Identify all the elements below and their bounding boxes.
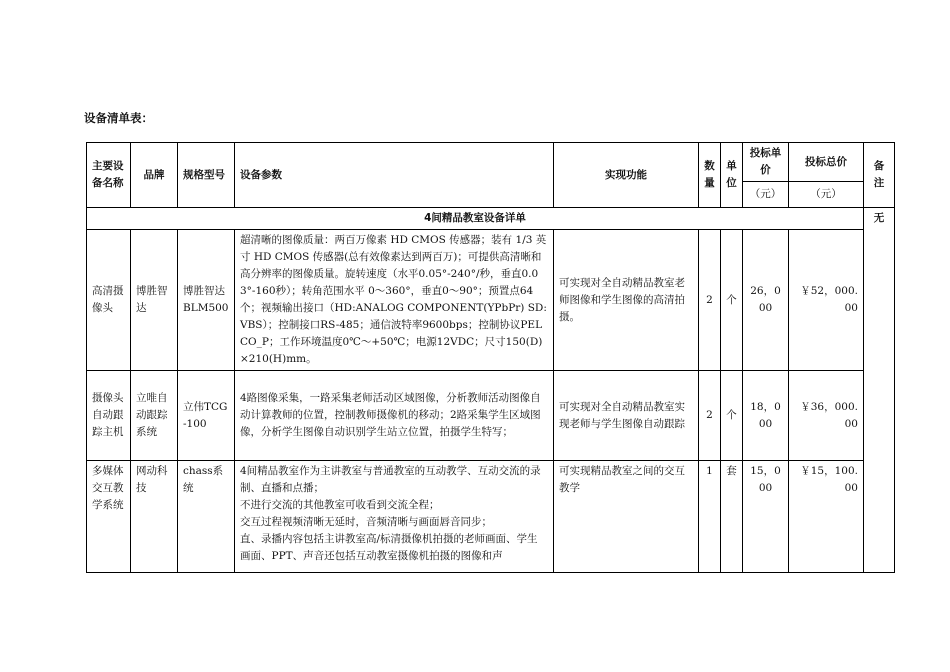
row-1-total-price: ￥52，000.00 [789,230,864,371]
row-1-model: 博胜智达BLM500 [178,230,235,371]
table-row [87,371,895,461]
row-3-params-line: 交互过程视频清晰无延时，音频清晰与画面唇音同步； [240,516,492,528]
row-1-brand: 博胜智达 [131,230,178,371]
row-3-params-line: 4间精品教室作为主讲教室与普通教室的互动教学、互动交流的录制、直播和点播； [240,465,541,494]
row-1-unit-price: 26，000 [743,230,789,371]
row-3-params [235,461,554,573]
row-2-total-price: ￥36，000.00 [789,371,864,461]
row-2-params: 4路图像采集，一路采集老师活动区域图像，分析教师活动图像自动计算教师的位置，控制教师摄像机的移动；2路采集学生区域图像，分析学生图像自动识别学生站立位置，拍摄学生特写； [235,371,554,461]
row-3-unit-price: 15，000 [743,461,789,573]
row-1-name: 高清摄像头 [87,230,131,371]
row-2-name: 摄像头自动跟踪主机 [87,371,131,461]
row-2-unit: 个 [721,371,743,461]
header-params: 设备参数 [235,143,554,208]
row-3-model: chass系统 [178,461,235,573]
row-2-function: 可实现对全自动精品教室实现老师与学生图像自动跟踪 [554,371,699,461]
row-1-params: 超清晰的图像质量：两百万像素 HD CMOS 传感器；装有 1/3 英寸 HD CMOS 传感器(总有效像素达到两百万)；可提供高清晰和高分辨率的图像质量。旋转速度（水平0.05°-240°/秒，垂直0.03°-160秒）；转角范围水平 0～360°，垂直0～90°；预置点64个；视频输出接口（HD:ANALOG COMPONENT(YPbPr) SD:VBS）；控制接口RS-485；通信波特率9600bps；控制协议PELCO_P；工作环境温度0℃～+50℃；电源12VDC；尺寸150(D)×210(H)mm。 [235,230,554,371]
header-total-price: 投标总价 [789,143,864,182]
table-header-row [87,143,895,182]
row-2-brand: 立唯自动跟踪系统 [131,371,178,461]
section-title: 4间精品教室设备详单 [87,208,864,230]
row-2-unit-price: 18，000 [743,371,789,461]
header-unit-price: 投标单价 [743,143,789,182]
row-3-params-line: 直、录播内容包括主讲教室高/标清摄像机拍摄的老师画面、学生画面、PPT、声音还包括互动教室摄像机拍摄的图像和声 [240,533,538,562]
row-2-qty: 2 [699,371,721,461]
header-unit-price-currency: （元） [743,182,789,208]
row-3-function: 可实现精品教室之间的交互教学 [554,461,699,573]
row-3-total-price: ￥15，100.00 [789,461,864,573]
row-1-unit: 个 [721,230,743,371]
row-3-params-line: 不进行交流的其他教室可收看到交流全程； [240,499,440,511]
page-title: 设备清单表： [84,111,153,125]
row-2-model: 立伟TCG-100 [178,371,235,461]
header-name: 主要设备名称 [87,143,131,208]
table-row [87,461,895,573]
header-remark: 备注 [864,143,895,208]
row-3-name: 多媒体交互教学系统 [87,461,131,573]
row-1-qty: 2 [699,230,721,371]
row-3-brand: 网动科技 [131,461,178,573]
row-3-qty: 1 [699,461,721,573]
row-1-function: 可实现对全自动精品教室老师图像和学生图像的高清拍摄。 [554,230,699,371]
header-function: 实现功能 [554,143,699,208]
header-unit: 单位 [721,143,743,208]
table-row [87,230,895,371]
header-total-price-currency: （元） [789,182,864,208]
remark-cell: 无 [864,208,895,573]
header-qty: 数量 [699,143,721,208]
equipment-table [86,142,895,573]
row-3-unit: 套 [721,461,743,573]
section-row [87,208,895,230]
header-brand: 品牌 [131,143,178,208]
header-model: 规格型号 [178,143,235,208]
